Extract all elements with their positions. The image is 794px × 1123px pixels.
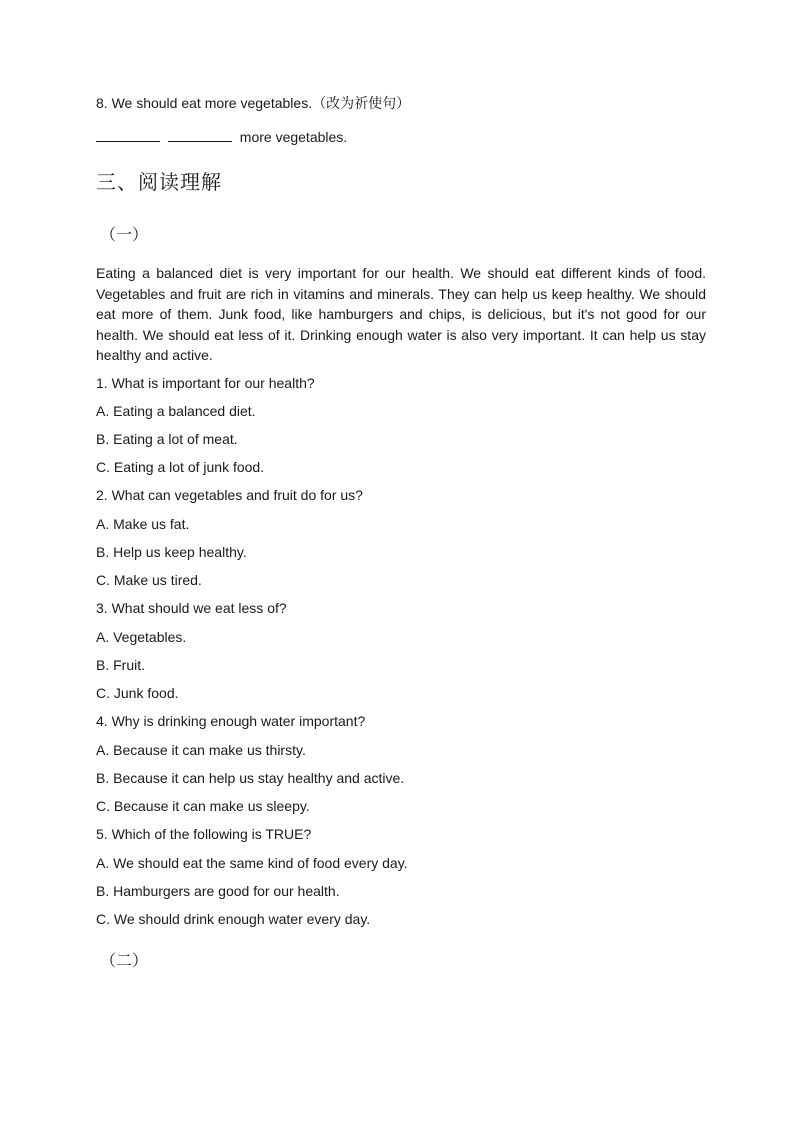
question-4-option-c: C. Because it can make us sleepy. [96,798,310,814]
question-4-option-a: A. Because it can make us thirsty. [96,742,306,758]
question-4-stem: 4. Why is drinking enough water important? [96,713,366,729]
reading-passage: Eating a balanced diet is very important for our health. We should eat different kinds of food. Vegetables and fruit are rich in vitamins and minerals. They can help us keep healthy. We should eat more of them. Junk food, like hamburgers and chips, is delicious, but it's not good for our health. We should eat less of it. Drinking enough water is also very important. It can help us stay healthy and active. [96,265,706,363]
question-2-stem: 2. What can vegetables and fruit do for us? [96,487,363,503]
question-2-option-c: C. Make us tired. [96,572,202,588]
question-5-option-a: A. We should eat the same kind of food every day. [96,855,408,871]
question-3-option-a: A. Vegetables. [96,629,187,645]
question-1-option-a: A. Eating a balanced diet. [96,403,256,419]
question-4-option-b: B. Because it can help us stay healthy and active. [96,770,405,786]
question-8-prompt: 8. We should eat more vegetables.（改为祈使句） [96,95,411,111]
question-5-option-c: C. We should drink enough water every day. [96,911,371,927]
question-8-answer-line [96,127,347,147]
section-title: 三、阅读理解 [96,170,222,194]
question-5-option-b: B. Hamburgers are good for our health. [96,883,340,899]
answer-blank-2[interactable] [168,127,232,142]
question-2-option-b: B. Help us keep healthy. [96,544,247,560]
question-1-option-c: C. Eating a lot of junk food. [96,459,265,475]
question-3-stem: 3. What should we eat less of? [96,600,287,616]
question-5-stem: 5. Which of the following is TRUE? [96,826,312,842]
question-3-option-c: C. Junk food. [96,685,179,701]
question-3-option-b: B. Fruit. [96,657,146,673]
part-two-heading: （二） [100,951,149,970]
question-2-option-a: A. Make us fat. [96,516,190,532]
answer-blank-1[interactable] [96,127,160,142]
part-one-heading: （一） [100,225,149,244]
question-1-option-b: B. Eating a lot of meat. [96,431,238,447]
answer-suffix: more vegetables. [239,129,348,145]
question-1-stem: 1. What is important for our health? [96,375,315,391]
